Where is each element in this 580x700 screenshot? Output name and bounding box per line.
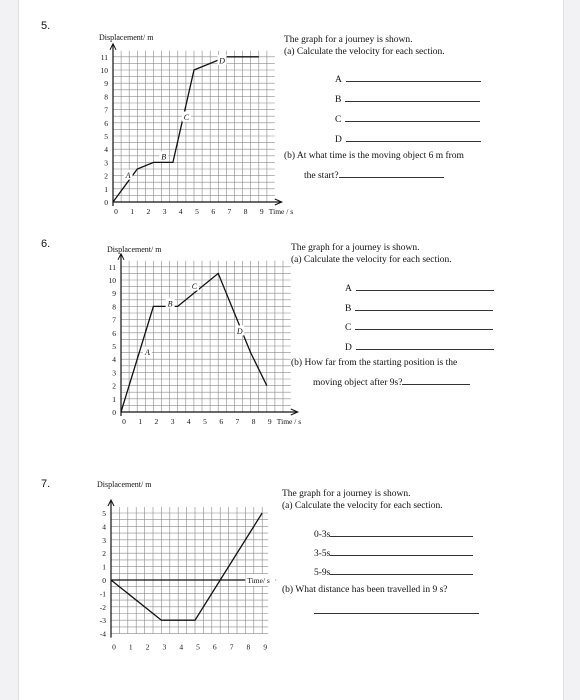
y-tick-label: 3: [112, 368, 116, 378]
y-tick-label: 3: [102, 535, 106, 545]
question-number: 6.: [41, 238, 51, 250]
answer-blank[interactable]: [355, 301, 493, 311]
section-label: C: [191, 282, 198, 292]
y-tick-label: 5: [112, 342, 116, 351]
part-b-line: moving object after 9s?: [313, 378, 403, 388]
answer-blank[interactable]: [356, 281, 494, 291]
y-tick-label: 5: [104, 132, 108, 141]
answer-blank[interactable]: [356, 340, 494, 350]
question-part-b-q6: [291, 357, 470, 389]
y-tick-label: 11: [108, 262, 116, 272]
y-axis-label: Displacement/ m: [99, 33, 154, 42]
answer-blank[interactable]: [330, 546, 473, 556]
y-tick-label: 2: [102, 549, 106, 559]
answer-blank[interactable]: [345, 112, 480, 122]
answer-blank[interactable]: [339, 168, 444, 178]
answer-row[interactable]: [345, 320, 493, 333]
section-label: C: [183, 113, 190, 123]
answer-blank[interactable]: [330, 527, 473, 537]
question-part-a: (a) Calculate the velocity for each section.: [284, 47, 445, 57]
question-intro: The graph for a journey is shown.: [291, 243, 420, 253]
x-tick-label: 0: [122, 417, 126, 426]
y-tick-label: 6: [104, 118, 108, 128]
answer-blank[interactable]: [346, 132, 481, 142]
question-intro: The graph for a journey is shown.: [284, 35, 413, 45]
y-tick-label: 8: [104, 92, 108, 102]
question-text-q6: [291, 242, 452, 266]
part-b-line: (b) What distance has been travelled in 9 s?: [282, 585, 448, 595]
section-label: A: [125, 171, 131, 181]
x-tick-label: 5: [203, 417, 207, 426]
y-tick-label: 2: [112, 381, 116, 391]
x-tick-label: 2: [154, 417, 159, 426]
part-b-line: (b) How far from the starting position is the: [291, 358, 458, 368]
answer-blank[interactable]: [402, 375, 470, 385]
answer-row[interactable]: [314, 546, 473, 559]
x-axis-label: Time / s: [276, 417, 302, 426]
x-tick-label: 2: [146, 207, 151, 216]
worksheet-page: [18, 0, 564, 700]
x-tick-label: 9: [263, 642, 268, 652]
y-tick-label: 2: [104, 171, 108, 181]
x-tick-label: 9: [259, 207, 264, 216]
y-axis-label: Displacement/ m: [97, 480, 152, 489]
x-tick-label: 1: [138, 417, 143, 426]
answer-row[interactable]: [345, 301, 493, 314]
x-tick-label: 3: [170, 417, 175, 426]
answer-label: B: [345, 304, 352, 314]
x-tick-label: 7: [227, 207, 232, 216]
answer-blank[interactable]: [345, 92, 480, 102]
grid: [111, 507, 268, 634]
question-text-q5: [284, 34, 445, 58]
answer-label: 5-9s: [314, 568, 331, 578]
answer-blank[interactable]: [330, 565, 473, 575]
journey-graph-q5: [69, 32, 294, 217]
answer-label: D: [335, 135, 342, 145]
x-tick-label: 4: [179, 642, 184, 652]
y-axis-label: Displacement/ m: [107, 245, 162, 254]
y-tick-label: 9: [112, 289, 116, 299]
answer-row[interactable]: [345, 281, 494, 294]
x-tick-label: 4: [186, 417, 191, 426]
graph-svg: [77, 245, 322, 428]
x-tick-label: 0: [114, 207, 118, 216]
x-tick-label: 4: [178, 207, 183, 216]
x-tick-label: 6: [211, 207, 216, 216]
x-tick-label: 7: [229, 642, 234, 652]
y-tick-label: 10: [108, 276, 116, 285]
answer-row[interactable]: [314, 604, 479, 617]
y-tick-label: 4: [112, 355, 116, 365]
y-tick-label: 8: [112, 302, 116, 312]
answer-label: 3-5s: [314, 549, 331, 559]
journey-graph-q6: [77, 245, 322, 428]
y-tick-label: 3: [104, 158, 108, 168]
y-tick-label: -3: [99, 616, 106, 626]
section-label: D: [236, 326, 243, 336]
x-tick-label: 3: [162, 207, 167, 216]
x-tick-label: 0: [112, 642, 116, 652]
y-tick-label: 7: [104, 105, 108, 115]
y-tick-label: 9: [104, 79, 108, 89]
y-tick-label: 0: [112, 408, 116, 417]
y-tick-label: 5: [102, 509, 106, 518]
x-tick-label: 8: [243, 207, 248, 216]
x-tick-label: 6: [212, 642, 217, 652]
part-b-line: (b) At what time is the moving object 6 m from: [284, 151, 464, 161]
x-tick-label: 5: [195, 207, 199, 216]
answer-row[interactable]: [335, 92, 480, 105]
x-tick-label: 9: [267, 417, 272, 426]
y-tick-label: 6: [112, 328, 116, 338]
x-tick-label: 7: [235, 417, 240, 426]
journey-graph-q7: [75, 482, 300, 657]
answer-row[interactable]: [335, 72, 481, 85]
x-tick-label: 5: [196, 642, 200, 652]
graph-svg: [75, 482, 300, 657]
question-intro: The graph for a journey is shown.: [282, 489, 411, 499]
answer-label: A: [335, 75, 342, 85]
y-tick-label: 11: [100, 52, 108, 62]
x-axis-label: Time / s: [268, 207, 294, 216]
answer-row[interactable]: [345, 340, 494, 353]
y-tick-label: 7: [112, 315, 116, 325]
answer-row[interactable]: [335, 132, 481, 145]
question-text-q7: [282, 488, 443, 512]
question-number: 5.: [41, 20, 51, 32]
y-tick-label: 0: [102, 576, 106, 585]
answer-row[interactable]: [314, 527, 473, 540]
answer-row[interactable]: [335, 112, 480, 125]
answer-blank[interactable]: [346, 72, 481, 82]
y-tick-label: 4: [104, 145, 108, 155]
x-tick-label: 1: [130, 207, 135, 216]
answer-label: B: [335, 95, 342, 105]
question-part-a: (a) Calculate the velocity for each section.: [282, 501, 443, 511]
section-label: D: [219, 56, 225, 66]
question-part-b-q5: [284, 150, 464, 182]
question-part-b-q7: [282, 584, 448, 596]
y-tick-label: 1: [102, 562, 106, 572]
y-tick-label: 10: [100, 66, 108, 75]
x-tick-label: 6: [219, 417, 224, 426]
answer-label: C: [345, 323, 352, 333]
section-label: B: [167, 299, 173, 309]
answer-label: A: [345, 284, 352, 294]
question-number: 7.: [41, 478, 51, 490]
y-tick-label: 0: [104, 198, 108, 207]
x-tick-label: 3: [162, 642, 167, 652]
question-part-a: (a) Calculate the velocity for each section.: [291, 255, 452, 265]
graph-svg: [69, 32, 294, 217]
x-tick-label: 8: [246, 642, 251, 652]
x-axis-label: Time/ s: [247, 576, 270, 585]
answer-row[interactable]: [314, 565, 473, 578]
answer-label: 0-3s: [314, 530, 331, 540]
answer-label: C: [335, 115, 342, 125]
section-label: A: [144, 348, 150, 358]
section-label: B: [161, 152, 167, 162]
y-tick-label: 1: [112, 394, 116, 404]
y-tick-label: -4: [99, 629, 106, 639]
answer-blank[interactable]: [355, 320, 493, 330]
grid: [113, 51, 275, 202]
answer-blank[interactable]: [314, 604, 479, 614]
y-tick-label: 4: [102, 522, 106, 532]
answer-label: D: [345, 343, 352, 353]
y-tick-label: -2: [99, 602, 106, 612]
x-tick-label: 2: [145, 642, 150, 652]
y-tick-label: -1: [99, 589, 106, 599]
y-tick-label: 1: [104, 184, 108, 194]
part-b-line: the start?: [304, 171, 339, 181]
x-tick-label: 8: [251, 417, 256, 426]
x-tick-label: 1: [128, 642, 133, 652]
